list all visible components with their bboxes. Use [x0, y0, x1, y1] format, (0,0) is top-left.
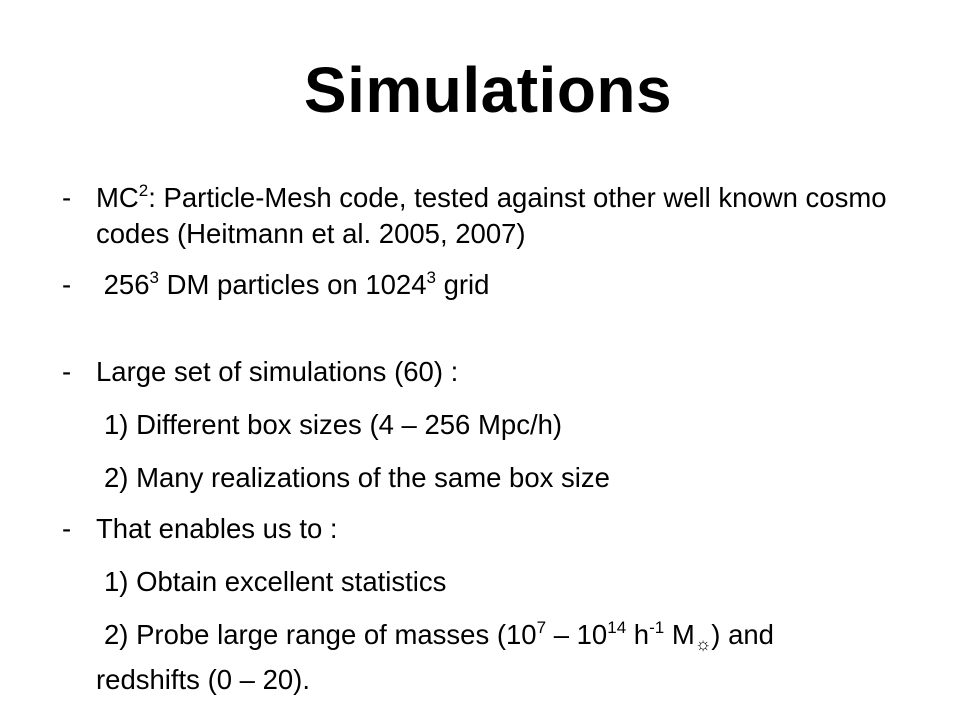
large-set-text: Large set of simulations (60) :: [96, 356, 459, 387]
sub-item-realizations: 2) Many realizations of the same box size: [104, 462, 610, 493]
bullet-large-set: [62, 354, 932, 390]
masses-text-d: M: [664, 619, 695, 650]
bullet-dash: -: [62, 513, 72, 544]
masses-line-2: redshifts (0 – 20).: [96, 664, 310, 695]
bullet-particles: [62, 267, 932, 303]
particles-n-sup: 3: [149, 267, 159, 287]
particles-mid: DM particles on 1024: [159, 269, 427, 300]
bullet-enables: [62, 511, 932, 547]
mc2-name: MC: [96, 182, 139, 213]
bullet-mc2: [62, 180, 932, 252]
particles-end: grid: [435, 269, 490, 300]
masses-text-c: h: [626, 619, 650, 650]
slide-body: [62, 180, 932, 698]
sub-item-statistics: 1) Obtain excellent statistics: [104, 566, 447, 597]
mc2-text: : Particle-Mesh code, tested against other well known cosmo codes (Heitmann et al. 2005, 2007): [96, 182, 887, 249]
mc2-sup: 2: [138, 180, 149, 200]
masses-line-1: [96, 617, 932, 662]
masses-sup-c: -1: [649, 617, 665, 637]
grid-sup: 3: [426, 267, 436, 287]
bullet-dash: -: [62, 356, 72, 387]
masses-sup-a: 7: [536, 617, 547, 637]
bullet-dash: -: [62, 182, 72, 213]
slide-title: Simulations: [303, 54, 673, 126]
sub-item-masses: [62, 617, 932, 698]
masses-sup-b: 14: [607, 617, 627, 637]
particles-n: 256: [103, 269, 150, 300]
solar-mass-symbol-icon: ☼: [694, 634, 712, 654]
bullet-dash: -: [62, 269, 72, 300]
masses-text-b: – 10: [546, 619, 608, 650]
sub-item-box-sizes: 1) Different box sizes (4 – 256 Mpc/h): [104, 409, 563, 440]
masses-text-e: ) and: [711, 619, 774, 650]
enables-text: That enables us to :: [96, 513, 338, 544]
masses-text-a: 2) Probe large range of masses (10: [104, 619, 537, 650]
